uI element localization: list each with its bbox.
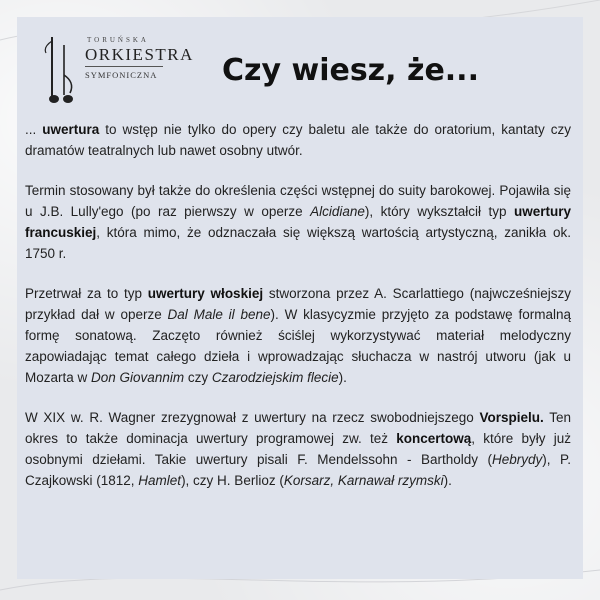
text-span: Przetrwał za to typ bbox=[25, 286, 148, 301]
article-body bbox=[25, 119, 571, 510]
text-span: ), który wykształcił typ bbox=[364, 204, 514, 219]
logo-divider bbox=[85, 66, 163, 67]
paragraph-1 bbox=[25, 119, 571, 161]
text-span: stworzona przez A. Scarlattiego (najwcześniejszy przykład dał w operze bbox=[25, 286, 571, 322]
text-span: , które były już osobnymi dziełami. Takie uwertury pisali F. Mendelssohn - Bartholdy ( bbox=[25, 431, 572, 467]
bold-term: uwertury włoskiej bbox=[147, 286, 264, 301]
italic-title: Czarodziejskim flecie bbox=[211, 370, 339, 385]
text-span: ... bbox=[25, 122, 43, 137]
bold-term: uwertury francuskiej bbox=[25, 204, 571, 240]
italic-title: Dal Male il bene bbox=[167, 307, 271, 322]
music-note-logo-icon bbox=[44, 35, 84, 119]
logo-main-text: ORKIESTRA bbox=[85, 45, 194, 64]
bold-term: koncertową bbox=[396, 431, 472, 446]
text-span: Termin stosowany był także do określenia części wstępnej do suity barokowej. Pojawiła się u J.B. Lully'ego (po raz pierwszy w operze bbox=[25, 183, 571, 219]
italic-title: Hamlet bbox=[138, 473, 182, 488]
text-span: ). bbox=[443, 473, 452, 488]
text-span: czy bbox=[184, 370, 212, 385]
text-span: ), P. Czajkowski (1812, bbox=[25, 452, 571, 488]
italic-title: Korsarz, Karnawał rzymski bbox=[283, 473, 444, 488]
bold-term: uwertura bbox=[42, 122, 100, 137]
page-title: Czy wiesz, że... bbox=[222, 53, 479, 88]
text-span: ). W klasycyzmie przyjęto za podstawę formalną formę sonatową. Zaczęto również ściślej wykorzystywać materiał melodyczny zapowiadając temat całego dzieła i wprowadzając słuchacza w nastrój utworu (jak u Mozarta w bbox=[25, 307, 571, 385]
italic-title: Don Giovannim bbox=[91, 370, 185, 385]
text-span: ), czy H. Berlioz ( bbox=[181, 473, 284, 488]
orchestra-logo bbox=[44, 35, 194, 119]
content-card bbox=[17, 17, 583, 579]
text-span: Ten okres to także dominacja uwertury programowej zw. też bbox=[25, 410, 571, 446]
paragraph-4 bbox=[25, 407, 571, 491]
italic-title: Alcidiane bbox=[310, 204, 365, 219]
text-span: ). bbox=[338, 370, 347, 385]
text-span: to wstęp nie tylko do opery czy baletu ale także do oratorium, kantaty czy dramatów teatralnych lub nawet osobny utwór. bbox=[25, 122, 571, 158]
text-span: , która mimo, że odznaczała się większą wartością artystyczną, zanikła ok. 1750 r. bbox=[25, 225, 571, 261]
logo-top-text: TORUŃSKA bbox=[87, 36, 149, 44]
logo-bottom-text: SYMFONICZNA bbox=[85, 70, 158, 80]
italic-title: Hebrydy bbox=[491, 452, 543, 467]
paragraph-3 bbox=[25, 283, 571, 388]
bold-term: Vorspielu. bbox=[479, 410, 544, 425]
text-span: W XIX w. R. Wagner zrezygnował z uwertury na rzecz swobodniejszego bbox=[25, 410, 480, 425]
paragraph-2 bbox=[25, 180, 571, 264]
